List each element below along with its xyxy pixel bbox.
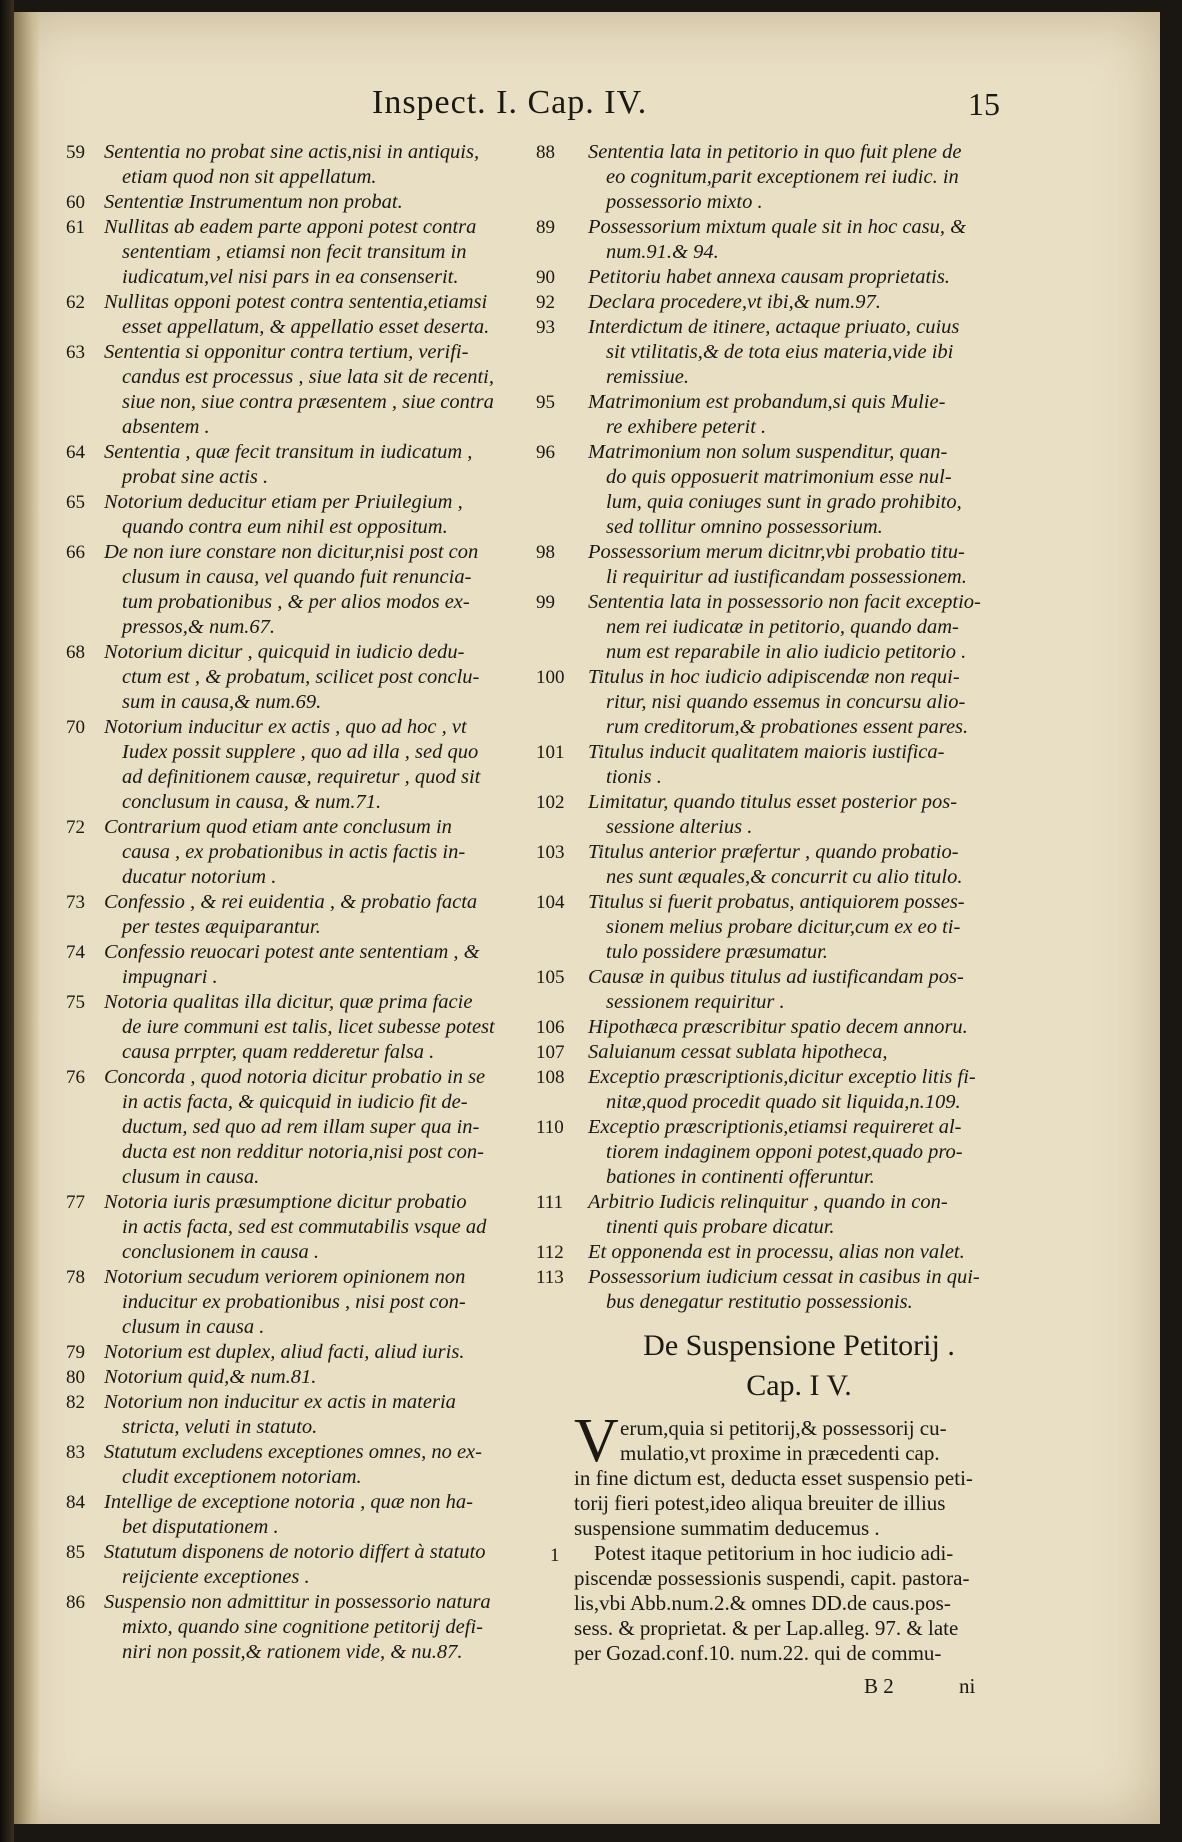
entry-text <box>104 1440 482 1490</box>
entry-line: ductum, sed quo ad rem illam super qua in- <box>122 1116 480 1138</box>
entry-line: sessione alterius . <box>606 816 753 838</box>
entry-text <box>588 315 959 390</box>
summary-entry <box>58 1490 548 1540</box>
entry-line: etiam quod non sit appellatum. <box>122 166 377 188</box>
entry-number: 79 <box>66 1342 85 1363</box>
entry-number: 104 <box>536 892 565 913</box>
entry-number: 78 <box>66 1267 85 1288</box>
entry-line: Notorium est duplex, aliud facti, aliud iuris. <box>104 1341 465 1363</box>
summary-entry <box>58 640 548 715</box>
entry-line: eo cognitum,parit exceptionem rei iudic. in <box>606 166 959 188</box>
entry-line: Titulus inducit qualitatem maioris iustifica- <box>588 741 945 763</box>
entry-text <box>104 815 465 890</box>
entry-line: clusum in causa. <box>122 1166 260 1188</box>
entry-text <box>104 940 480 990</box>
body-line: Potest itaque petitorium in hoc iudicio adi- <box>594 1541 954 1565</box>
body-line: mulatio,vt proxime in præcedenti cap. <box>620 1441 940 1465</box>
entry-number: 98 <box>536 542 555 563</box>
entry-line: siue non, siue contra præsentem , siue contra <box>122 391 494 413</box>
entry-number: 82 <box>66 1392 85 1413</box>
entry-number: 101 <box>536 742 565 763</box>
summary-entry <box>528 290 1028 315</box>
entry-line: esset appellatum, & appellatio esset deserta. <box>122 316 490 338</box>
entry-number: 61 <box>66 217 85 238</box>
entry-number: 76 <box>66 1067 85 1088</box>
book-page <box>14 12 1160 1824</box>
entry-line: Exceptio præscriptionis,dicitur exceptio litis fi- <box>588 1066 976 1088</box>
entry-text <box>104 340 494 440</box>
entry-number: 66 <box>66 542 85 563</box>
entry-line: Notoria iuris præsumptione dicitur probatio <box>104 1191 467 1213</box>
entry-line: sum in causa,& num.69. <box>122 691 322 713</box>
entry-text <box>104 440 472 490</box>
entry-line: Suspensio non admittitur in possessorio natura <box>104 1591 491 1613</box>
entry-line: bationes in continenti offeruntur. <box>606 1166 875 1188</box>
entry-line: sit vtilitatis,& de tota eius materia,vide ibi <box>606 341 954 363</box>
entry-text <box>104 890 477 940</box>
entry-line: bet disputationem . <box>122 1516 279 1538</box>
entry-number: 59 <box>66 142 85 163</box>
summary-entry <box>528 265 1028 290</box>
entry-text <box>104 640 479 715</box>
entry-line: Notoria qualitas illa dicitur, quæ prima facie <box>104 991 473 1013</box>
entry-number: 68 <box>66 642 85 663</box>
entry-line: nem rei iudicatæ in petitorio, quando dam- <box>606 616 959 638</box>
entry-line: possessorio mixto . <box>606 191 763 213</box>
entry-number: 63 <box>66 342 85 363</box>
summary-entry <box>58 1265 548 1340</box>
summary-entry <box>528 140 1028 215</box>
entry-line: tiorem indaginem opponi potest,quado pro- <box>606 1141 963 1163</box>
entry-line: causa , ex probationibus in actis factis in- <box>122 841 466 863</box>
entry-line: in actis facta, sed est commutabilis vsque ad <box>122 1216 487 1238</box>
summary-entry <box>528 1040 1028 1065</box>
entry-line: causa prrpter, quam redderetur falsa . <box>122 1041 435 1063</box>
entry-line: Possessorium mixtum quale sit in hoc casu, & <box>588 216 967 238</box>
entry-line: mixto, quando sine cognitione petitorij defi- <box>122 1616 483 1638</box>
entry-line: Sententia , quæ fecit transitum in iudicatum , <box>104 441 473 463</box>
page-footer <box>864 1674 1035 1699</box>
entry-line: ad definitionem causæ, requiretur , quod sit <box>122 766 481 788</box>
entry-line: De non iure constare non dicitur,nisi post con <box>104 541 479 563</box>
summary-entry <box>528 790 1028 840</box>
entry-text <box>104 140 479 190</box>
body-line: sess. & proprietat. & per Lap.alleg. 97. & late <box>574 1616 959 1640</box>
summary-entry <box>528 1065 1028 1115</box>
entry-text <box>104 1340 464 1365</box>
body-line: torij fieri potest,ideo aliqua breuiter de illius <box>574 1491 946 1515</box>
entry-text <box>588 965 964 1015</box>
entry-number: 96 <box>536 442 555 463</box>
book-binding-edge <box>0 0 14 1842</box>
summary-entry <box>528 540 1028 590</box>
body-line: erum,quia si petitorij,& possessorij cu- <box>620 1416 947 1440</box>
entry-number: 95 <box>536 392 555 413</box>
entry-line: tum probationibus , & per alios modos ex- <box>122 591 470 613</box>
body-line: suspensione summatim deducemus . <box>574 1516 880 1540</box>
summary-entry <box>58 1390 548 1440</box>
entry-number: 70 <box>66 717 85 738</box>
summary-entry <box>58 890 548 940</box>
entry-number: 65 <box>66 492 85 513</box>
entry-line: Titulus si fuerit probatus, antiquiorem posses- <box>588 891 965 913</box>
body-line: per Gozad.conf.10. num.22. qui de commu- <box>574 1641 942 1665</box>
entry-line: Sententia lata in possessorio non facit exceptio- <box>588 591 981 613</box>
entry-line: Notorium dicitur , quicquid in iudicio dedu- <box>104 641 465 663</box>
entry-number: 103 <box>536 842 565 863</box>
summary-column-left <box>58 140 548 1665</box>
entry-number: 107 <box>536 1042 565 1063</box>
entry-number: 92 <box>536 292 555 313</box>
entry-line: Concorda , quod notoria dicitur probatio in se <box>104 1066 486 1088</box>
entry-line: impugnari . <box>122 966 218 988</box>
entry-text <box>588 890 965 965</box>
entry-line: cludit exceptionem notoriam. <box>122 1466 362 1488</box>
entry-number: 73 <box>66 892 85 913</box>
summary-entry <box>528 315 1028 390</box>
entry-line: Interdictum de itinere, actaque priuato, cuius <box>588 316 960 338</box>
entry-text <box>588 440 962 540</box>
entry-line: pressos,& num.67. <box>122 616 275 638</box>
entry-text <box>104 215 476 290</box>
entry-line: Matrimonium non solum suspenditur, quan- <box>588 441 948 463</box>
summary-entry <box>528 840 1028 890</box>
entry-line: Possessorium merum dicitnr,vbi probatio titu- <box>588 541 965 563</box>
entry-number: 113 <box>536 1267 564 1288</box>
summary-entry <box>58 440 548 490</box>
summary-entry <box>58 540 548 640</box>
entry-text <box>588 665 968 740</box>
entry-line: Contrarium quod etiam ante conclusum in <box>104 816 452 838</box>
summary-entry <box>528 215 1028 265</box>
entry-text <box>104 1265 466 1340</box>
entry-text <box>588 840 962 890</box>
entry-line: clusum in causa, vel quando fuit renuncia- <box>122 566 472 588</box>
entry-line: ctum est , & probatum, scilicet post conclu- <box>122 666 480 688</box>
entry-line: do quis opposuerit matrimonium esse nul- <box>606 466 952 488</box>
drop-cap: V <box>574 1407 619 1475</box>
entry-line: lum, quia coniuges sunt in grado prohibito, <box>606 491 962 513</box>
entry-line: ritur, nisi quando essemus in concursu alio- <box>606 691 966 713</box>
entry-line: Declara procedere,vt ibi,& num.97. <box>588 291 881 313</box>
chapter-heading <box>574 1326 1024 1406</box>
entry-text <box>588 1190 948 1240</box>
entry-number: 83 <box>66 1442 85 1463</box>
entry-line: sed tollitur omnino possessorium. <box>606 516 883 538</box>
entry-text <box>104 1065 485 1190</box>
entry-line: probat sine actis . <box>122 466 269 488</box>
summary-entry <box>58 1190 548 1265</box>
summary-entry <box>58 815 548 890</box>
entry-number: 112 <box>536 1242 564 1263</box>
entry-line: Sententia si opponitur contra tertium, verifi- <box>104 341 469 363</box>
page-header <box>14 84 1160 128</box>
entry-line: rum creditorum,& probationes essent pares. <box>606 716 969 738</box>
entry-line: Notorium secudum veriorem opinionem non <box>104 1266 466 1288</box>
entry-text <box>588 390 945 440</box>
entry-text <box>104 1190 486 1265</box>
summary-entry <box>58 1440 548 1490</box>
entry-line: Possessorium iudicium cessat in casibus in qui- <box>588 1266 980 1288</box>
entry-text <box>588 540 967 590</box>
page-number: 15 <box>968 86 1000 122</box>
body-line: piscendæ possessionis suspendi, capit. pastora- <box>574 1566 970 1590</box>
signature-mark: B 2 <box>864 1674 894 1698</box>
entry-number: 99 <box>536 592 555 613</box>
summary-entry <box>58 215 548 290</box>
entry-line: conclusionem in causa . <box>122 1241 319 1263</box>
entry-line: quando contra eum nihil est oppositum. <box>122 516 448 538</box>
entry-number: 60 <box>66 192 85 213</box>
entry-line: Hipothæca præscribitur spatio decem annoru. <box>588 1016 968 1038</box>
entry-text <box>588 740 945 790</box>
entry-text <box>104 1490 473 1540</box>
running-title: Inspect. I. Cap. IV. <box>372 84 648 121</box>
entry-number: 102 <box>536 792 565 813</box>
entry-number: 108 <box>536 1067 565 1088</box>
entry-line: tulo possidere præsumatur. <box>606 941 828 963</box>
summary-entry <box>58 190 548 215</box>
summary-entry <box>58 340 548 440</box>
entry-line: candus est processus , siue lata sit de recenti, <box>122 366 494 388</box>
entry-number: 84 <box>66 1492 85 1513</box>
entry-line: remissiue. <box>606 366 689 388</box>
entry-number: 62 <box>66 292 85 313</box>
entry-text <box>104 1590 491 1665</box>
entry-line: Confessio reuocari potest ante sententiam , & <box>104 941 480 963</box>
entry-line: Iudex possit supplere , quo ad illa , sed quo <box>122 741 479 763</box>
entry-text <box>588 1265 980 1315</box>
chapter-title: De Suspensione Petitorij . <box>643 1329 955 1362</box>
entry-line: sessionem requiritur . <box>606 991 785 1013</box>
entry-number: 75 <box>66 992 85 1013</box>
entry-line: Arbitrio Iudicis relinquitur , quando in con- <box>588 1191 948 1213</box>
summary-entry <box>58 1590 548 1665</box>
entry-line: li requiritur ad iustificandam possessionem. <box>606 566 967 588</box>
entry-line: Nullitas ab eadem parte apponi potest contra <box>104 216 477 238</box>
entry-number: 90 <box>536 267 555 288</box>
entry-line: num.91.& 94. <box>606 241 719 263</box>
summary-entry <box>58 1340 548 1365</box>
entry-text <box>588 1015 968 1040</box>
summary-entry <box>58 940 548 990</box>
entry-line: stricta, veluti in statuto. <box>122 1416 318 1438</box>
entry-line: tionis . <box>606 766 662 788</box>
summary-entry <box>58 1065 548 1190</box>
entry-line: ducatur notorium . <box>122 866 277 888</box>
entry-line: bus denegatur restitutio possessionis. <box>606 1291 913 1313</box>
entry-line: Nullitas opponi potest contra sententia,etiamsi <box>104 291 488 313</box>
entry-line: inducitur ex probationibus , nisi post con- <box>122 1291 466 1313</box>
entry-number: 100 <box>536 667 565 688</box>
entry-line: Limitatur, quando titulus esset posterior pos- <box>588 791 958 813</box>
entry-line: Titulus anterior præfertur , quando probatio- <box>588 841 959 863</box>
entry-line: Titulus in hoc iudicio adipiscendæ non requi- <box>588 666 960 688</box>
summary-entry <box>58 1365 548 1390</box>
catchword: ni <box>959 1674 976 1698</box>
entry-text <box>588 790 957 840</box>
entry-line: iudicatum,vel nisi pars in ea consenserit. <box>122 266 459 288</box>
entry-number: 74 <box>66 942 85 963</box>
summary-entry <box>58 490 548 540</box>
entry-line: num est reparabile in alio iudicio petitorio . <box>606 641 967 663</box>
summary-entry <box>528 590 1028 665</box>
entry-line: Notorium non inducitur ex actis in materia <box>104 1391 456 1413</box>
entry-line: Statutum excludens exceptiones omnes, no ex- <box>104 1441 482 1463</box>
entry-text <box>588 590 981 665</box>
entry-text <box>104 990 495 1065</box>
entry-text <box>104 540 478 640</box>
body-text <box>574 1407 1024 1666</box>
entry-text <box>588 290 881 315</box>
entry-line: sententiam , etiamsi non fecit transitum in <box>122 241 467 263</box>
entry-number: 72 <box>66 817 85 838</box>
entry-line: Confessio , & rei euidentia , & probatio facta <box>104 891 478 913</box>
entry-number: 86 <box>66 1592 85 1613</box>
summary-entry <box>528 1240 1028 1265</box>
entry-line: re exhibere peterit . <box>606 416 767 438</box>
chapter-number: Cap. I V. <box>746 1369 852 1402</box>
entry-line: Statutum disponens de notorio differt à statuto <box>104 1541 486 1563</box>
entry-line: per testes æquiparantur. <box>122 916 321 938</box>
margin-number: 1 <box>550 1545 560 1566</box>
entry-line: Notorium quid,& num.81. <box>104 1366 317 1388</box>
entry-text <box>104 1390 456 1440</box>
entry-line: Saluianum cessat sublata hipotheca, <box>588 1041 888 1063</box>
entry-number: 89 <box>536 217 555 238</box>
entry-number: 85 <box>66 1542 85 1563</box>
entry-line: ducta est non redditur notoria,nisi post con- <box>122 1141 484 1163</box>
entry-line: nes sunt æquales,& concurrit cu alio titulo. <box>606 866 963 888</box>
summary-entry <box>58 1540 548 1590</box>
entry-text <box>588 215 966 265</box>
entry-text <box>588 1065 976 1115</box>
entry-number: 105 <box>536 967 565 988</box>
entry-text <box>588 140 962 215</box>
entry-line: tinenti quis probare dicatur. <box>606 1216 835 1238</box>
entry-text <box>104 290 489 340</box>
entry-text <box>104 490 463 540</box>
entry-line: Exceptio præscriptionis,etiamsi requireret al- <box>588 1116 962 1138</box>
entry-line: Sententiæ Instrumentum non probat. <box>104 191 403 213</box>
entry-line: nitæ,quod procedit quado sit liquida,n.109. <box>606 1091 961 1113</box>
body-line: lis,vbi Abb.num.2.& omnes DD.de caus.pos- <box>574 1591 951 1615</box>
summary-entry <box>528 665 1028 740</box>
summary-entry <box>58 290 548 340</box>
entry-line: Sententia lata in petitorio in quo fuit plene de <box>588 141 962 163</box>
summary-entry <box>528 1190 1028 1240</box>
entry-number: 77 <box>66 1192 85 1213</box>
entry-number: 111 <box>536 1192 564 1213</box>
summary-entry <box>58 715 548 815</box>
summary-entry <box>528 1265 1028 1315</box>
summary-entry <box>528 1015 1028 1040</box>
entry-line: Petitoriu habet annexa causam proprietatis. <box>588 266 950 288</box>
entry-number: 80 <box>66 1367 85 1388</box>
entry-line: Causæ in quibus titulus ad iustificandam pos- <box>588 966 964 988</box>
entry-line: sionem melius probare dicitur,cum ex eo ti- <box>606 916 961 938</box>
entry-line: clusum in causa . <box>122 1316 265 1338</box>
entry-text <box>104 190 403 215</box>
summary-entry <box>528 1115 1028 1190</box>
summary-entry <box>528 440 1028 540</box>
entry-text <box>104 1365 316 1390</box>
entry-number: 88 <box>536 142 555 163</box>
entry-line: conclusum in causa, & num.71. <box>122 791 382 813</box>
entry-number: 106 <box>536 1017 565 1038</box>
entry-number: 110 <box>536 1117 564 1138</box>
body-line: in fine dictum est, deducta esset suspensio peti- <box>574 1466 973 1490</box>
entry-line: reijciente exceptiones . <box>122 1566 310 1588</box>
summary-entry <box>528 890 1028 965</box>
summary-entry <box>528 965 1028 1015</box>
entry-line: niri non possit,& rationem vide, & nu.87. <box>122 1641 463 1663</box>
entry-text <box>104 715 480 815</box>
entry-line: Notorium deducitur etiam per Priuilegium , <box>104 491 463 513</box>
summary-entry <box>58 990 548 1065</box>
entry-line: de iure communi est talis, licet subesse potest <box>122 1016 495 1038</box>
entry-text <box>588 1040 888 1065</box>
entry-text <box>104 1540 486 1590</box>
entry-text <box>588 1115 963 1190</box>
entry-line: Notorium inducitur ex actis , quo ad hoc , vt <box>104 716 467 738</box>
entry-text <box>588 265 950 290</box>
entry-number: 93 <box>536 317 555 338</box>
entry-line: Et opponenda est in processu, alias non valet. <box>588 1241 965 1263</box>
summary-entry <box>58 140 548 190</box>
entry-text <box>588 1240 965 1265</box>
entry-line: Matrimonium est probandum,si quis Mulie- <box>588 391 946 413</box>
summary-entry <box>528 740 1028 790</box>
entry-line: Sententia no probat sine actis,nisi in antiquis, <box>104 141 480 163</box>
summary-column-right <box>528 140 1028 1315</box>
entry-line: Intellige de exceptione notoria , quæ non ha- <box>104 1491 473 1513</box>
entry-number: 64 <box>66 442 85 463</box>
entry-line: absentem . <box>122 416 210 438</box>
entry-line: in actis facta, & quicquid in iudicio fit de- <box>122 1091 468 1113</box>
summary-entry <box>528 390 1028 440</box>
